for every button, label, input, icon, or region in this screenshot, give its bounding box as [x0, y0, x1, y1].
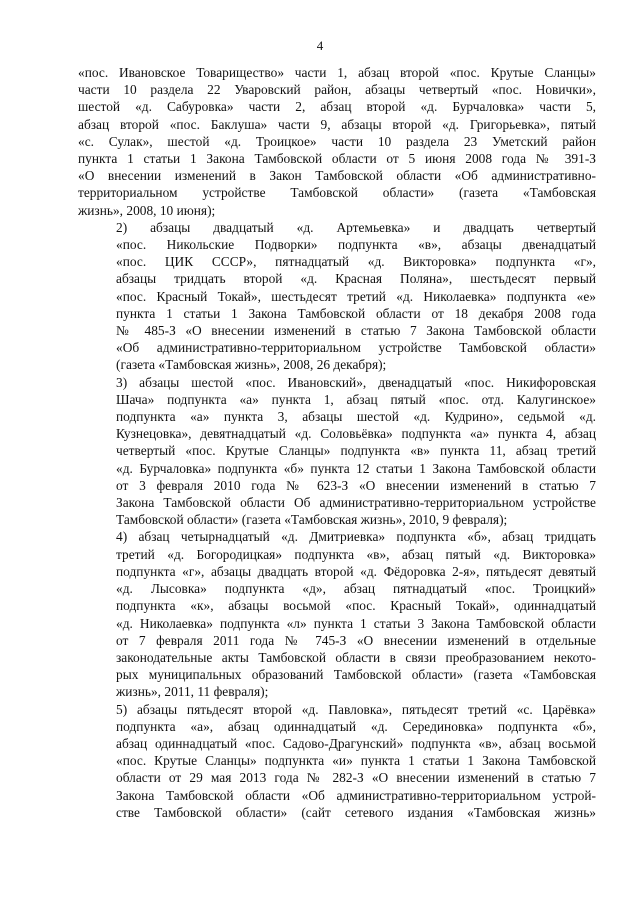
- text-line: пункта 1 статьи 1 Закона Тамбовской области от 5 июня 2008 года № 391-З: [78, 151, 596, 167]
- page-number: 4: [316, 38, 324, 53]
- text-line: «с. Сулак», шестой «д. Троицкое» части 10 раздела 23 Уметский район: [78, 133, 596, 149]
- text-line: подпункта «а», абзац одиннадцатый «д. Серединовка» подпункта «б»,: [116, 718, 596, 734]
- text-line: «О внесении изменений в Закон Тамбовской области «Об административно-: [78, 168, 596, 184]
- text-line: абзацы тридцать второй «д. Красная Поляна», шестьдесят первый: [116, 271, 596, 287]
- text-line: от 7 февраля 2011 года № 745-З «О внесении изменений в отдельные: [116, 632, 596, 648]
- text-line: «д. Бурчаловка» подпункта «б» пункта 12 статьи 1 Закона Тамбовской области: [116, 460, 596, 476]
- text-line: законодательные акты Тамбовской области в связи преобразованием некото-: [116, 649, 596, 665]
- text-line: Закона Тамбовской области «Об административно-территориальном устрой-: [116, 787, 596, 803]
- text-line: «пос. Крутые Сланцы» подпункта «и» пункта 1 статьи 1 Закона Тамбовской: [116, 753, 596, 769]
- paragraph-item-5: [78, 701, 596, 821]
- text-line: «д. Николаевка» подпункта «л» пункта 1 статьи 3 Закона Тамбовской области: [116, 615, 596, 631]
- text-line: «д. Лысовка» подпункта «д», абзац пятнадцатый «пос. Троицкий»: [116, 581, 596, 597]
- text-line: 4) абзац четырнадцатый «д. Дмитриевка» подпункта «б», абзац тридцать: [116, 529, 596, 545]
- text-line: 2) абзацы двадцатый «д. Артемьевка» и двадцать четвертый: [116, 219, 596, 235]
- text-line: стве Тамбовской области» (сайт сетевого издания «Тамбовская жизнь»: [116, 804, 596, 820]
- text-line: Шача» подпункта «а» пункта 1, абзац пятый «пос. отд. Калугинское»: [116, 391, 596, 407]
- text-line: жизнь», 2011, 11 февраля);: [116, 684, 269, 700]
- text-line: шестой «д. Сабуровка» части 2, абзац второй «д. Бурчаловка» части 5,: [78, 99, 596, 115]
- text-line: Тамбовской области» (газета «Тамбовская жизнь», 2010, 9 февраля);: [116, 512, 508, 528]
- paragraph-item-2: [78, 219, 596, 374]
- text-line: Кузнецовка», девятнадцатый «д. Соловьёвка» подпункта «а» пункта 4, абзац: [116, 426, 596, 442]
- text-line: пункта 1 статьи 1 Закона Тамбовской области от 18 декабря 2008 года: [116, 305, 596, 321]
- text-line: подпункта «к», абзацы восьмой «пос. Красный Токай», одиннадцатый: [116, 598, 596, 614]
- text-line: «пос. Ивановское Товарищество» части 1, абзац второй «пос. Крутые Сланцы»: [78, 65, 596, 80]
- text-line: «пос. ЦИК СССР», пятнадцатый «д. Викторовка» подпункта «г»,: [116, 254, 596, 270]
- text-line: третий «д. Богородицкая» подпункта «в», абзац пятый «д. Викторовка»: [116, 546, 596, 562]
- text-line: Закона Тамбовской области Об административно-территориальном устройстве: [116, 495, 596, 511]
- paragraph-item-3: [78, 374, 596, 529]
- text-line: жизнь», 2008, 10 июня);: [78, 202, 216, 218]
- text-line: № 485-З «О внесении изменений в статью 7 Закона Тамбовской области: [116, 323, 596, 339]
- text-line: «Об административно-территориальном устройстве Тамбовской области»: [116, 340, 596, 356]
- text-line: части 10 раздела 22 Уваровский район, абзацы четвертый «пос. Новички»,: [78, 82, 596, 98]
- text-line: (газета «Тамбовская жизнь», 2008, 26 декабря);: [116, 357, 387, 373]
- text-line: «пос. Красный Токай», шестьдесят третий «д. Николаевка» подпункта «е»: [116, 288, 596, 304]
- text-line: области от 29 мая 2013 года № 282-З «О внесении изменений в статью 7: [116, 770, 596, 786]
- text-line: территориальном устройстве Тамбовской области» (газета «Тамбовская: [78, 185, 596, 201]
- text-line: подпункта «г», абзацы двадцать второй «д. Фёдоровка 2-я», пятьдесят девятый: [116, 563, 596, 579]
- text-line: подпункта «а» пункта 3, абзацы шестой «д. Кудрино», седьмой «д.: [116, 409, 596, 425]
- text-line: 5) абзацы пятьдесят второй «д. Павловка», пятьдесят третий «с. Царёвка»: [116, 701, 596, 717]
- text-line: четвертый «пос. Крутые Сланцы» подпункта «в» пункта 11, абзац третий: [116, 443, 596, 459]
- text-line: абзац второй «пос. Баклуша» части 9, абзацы второй «д. Григорьевка», пятый: [78, 116, 596, 132]
- text-line: 3) абзацы шестой «пос. Ивановский», двенадцатый «пос. Никифоровская: [116, 374, 596, 390]
- text-line: рых муниципальных образований Тамбовской области» (газета «Тамбовская: [116, 667, 596, 683]
- document-body: [78, 64, 596, 821]
- text-line: «пос. Никольские Подворки» подпункта «в», абзацы двенадцатый: [116, 237, 596, 253]
- text-line: от 3 февраля 2010 года № 623-З «О внесении изменений в статью 7: [116, 477, 596, 493]
- text-line: абзац одиннадцатый «пос. Садово-Драгунский» подпункта «в», абзац восьмой: [116, 735, 596, 751]
- paragraph-item-4: [78, 528, 596, 700]
- paragraph-continuation: [78, 64, 596, 219]
